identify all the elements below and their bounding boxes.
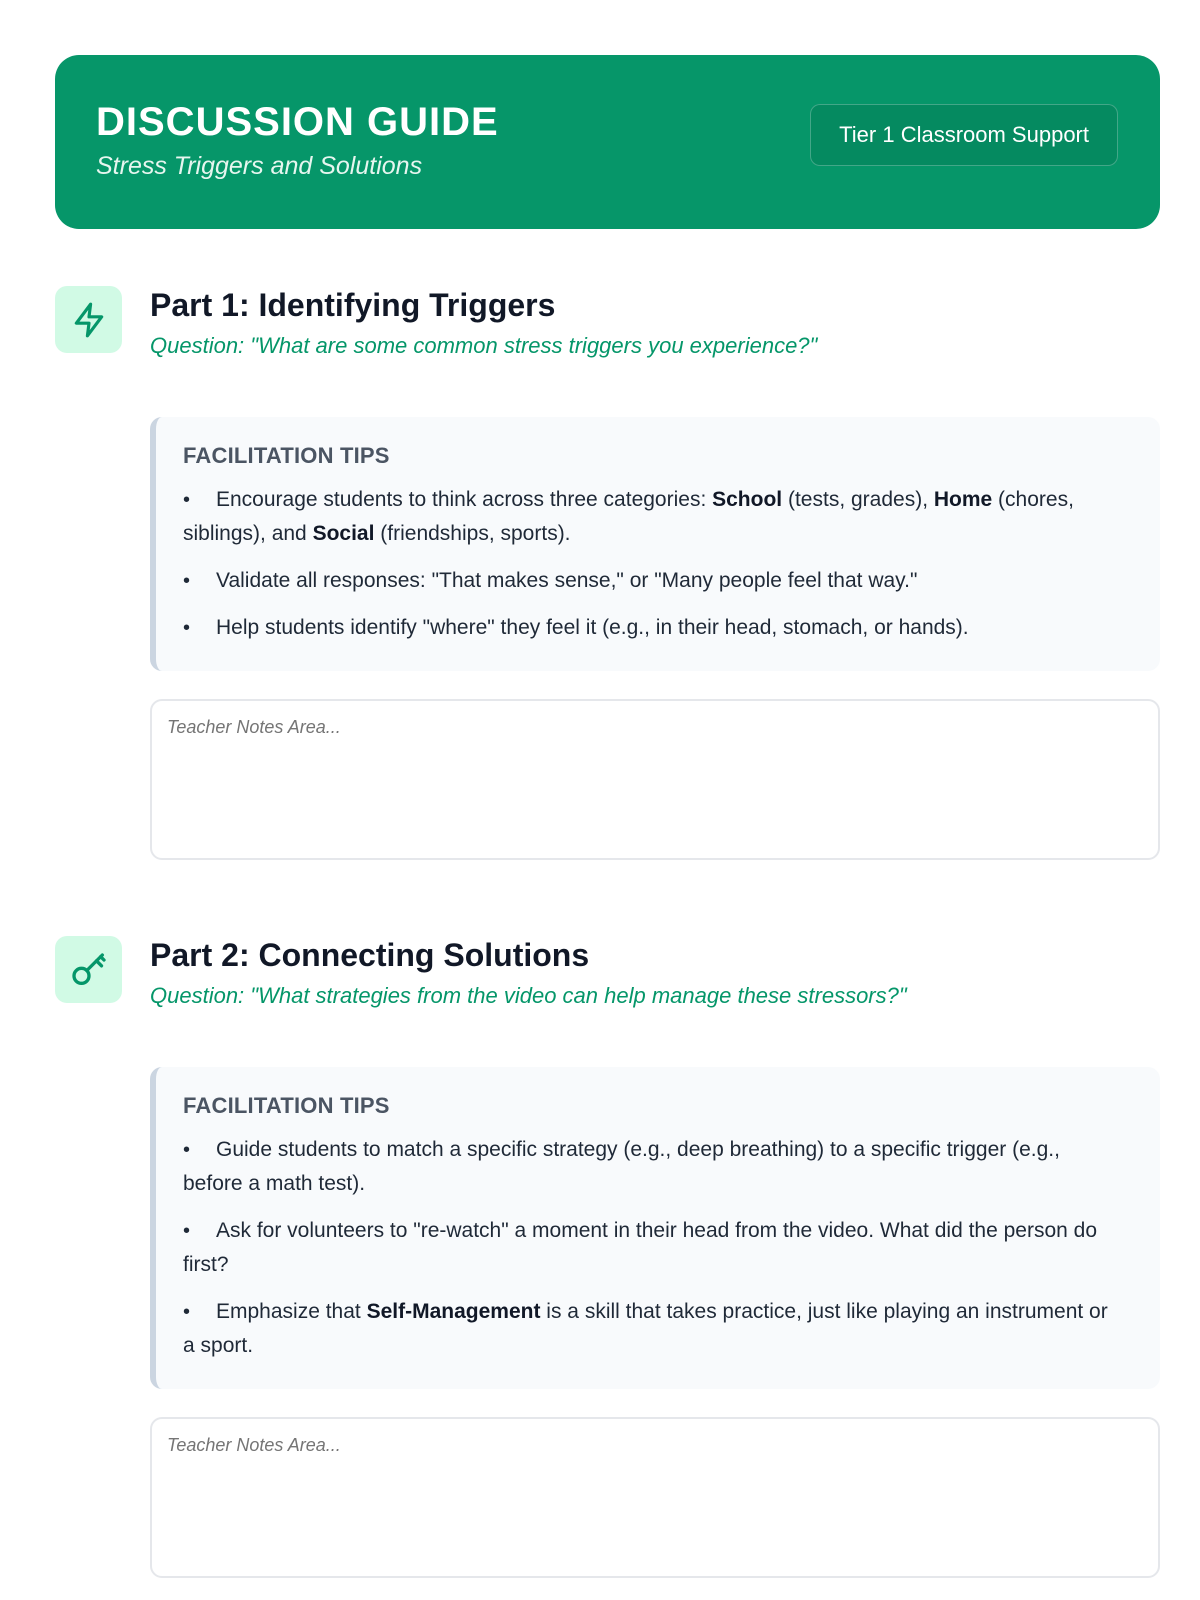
tips-heading: FACILITATION TIPS	[183, 443, 390, 468]
section-question: Question: "What strategies from the video can help manage these stressors?"	[150, 983, 907, 1008]
bullet-icon: •	[183, 617, 191, 639]
bullet-icon: •	[183, 1139, 191, 1161]
facilitation-tips-box	[150, 1067, 1160, 1389]
page-subtitle: Stress Triggers and Solutions	[96, 151, 423, 180]
lightning-bolt-icon	[55, 286, 122, 353]
tier-badge: Tier 1 Classroom Support	[810, 104, 1118, 166]
tip-item: • Guide students to match a specific strategy (e.g., deep breathing) to a specific trigger (e.g., before a math test).	[183, 1133, 1124, 1201]
bullet-icon: •	[183, 489, 191, 511]
bullet-icon: •	[183, 1220, 191, 1242]
section-question: Question: "What are some common stress triggers you experience?"	[150, 333, 818, 358]
tip-item: • Emphasize that Self-Management is a skill that takes practice, just like playing an instrument or a sport.	[183, 1295, 1124, 1363]
tip-item: • Validate all responses: "That makes sense," or "Many people feel that way."	[183, 564, 1124, 598]
section-title: Part 2: Connecting Solutions	[150, 937, 590, 973]
tip-item: • Help students identify "where" they feel it (e.g., in their head, stomach, or hands).	[183, 611, 1124, 645]
section-part-2	[55, 936, 1160, 1583]
page-title: DISCUSSION GUIDE	[96, 99, 499, 144]
tips-heading: FACILITATION TIPS	[183, 1093, 390, 1118]
facilitation-tips-box	[150, 417, 1160, 671]
key-icon	[55, 936, 122, 1003]
tip-item: • Ask for volunteers to "re-watch" a moment in their head from the video. What did the person do first?	[183, 1214, 1124, 1282]
section-title: Part 1: Identifying Triggers	[150, 287, 556, 323]
tips-list	[183, 1133, 1124, 1363]
tips-list	[183, 483, 1124, 645]
teacher-notes-input[interactable]	[150, 1417, 1160, 1578]
bullet-icon: •	[183, 570, 191, 592]
teacher-notes-input[interactable]	[150, 699, 1160, 860]
header-banner	[55, 55, 1160, 229]
section-part-1	[55, 286, 1160, 865]
tip-item: • Encourage students to think across three categories: School (tests, grades), Home (chores, siblings), and Social (friendships, sports).	[183, 483, 1124, 551]
bullet-icon: •	[183, 1301, 191, 1323]
header-text	[96, 98, 499, 181]
